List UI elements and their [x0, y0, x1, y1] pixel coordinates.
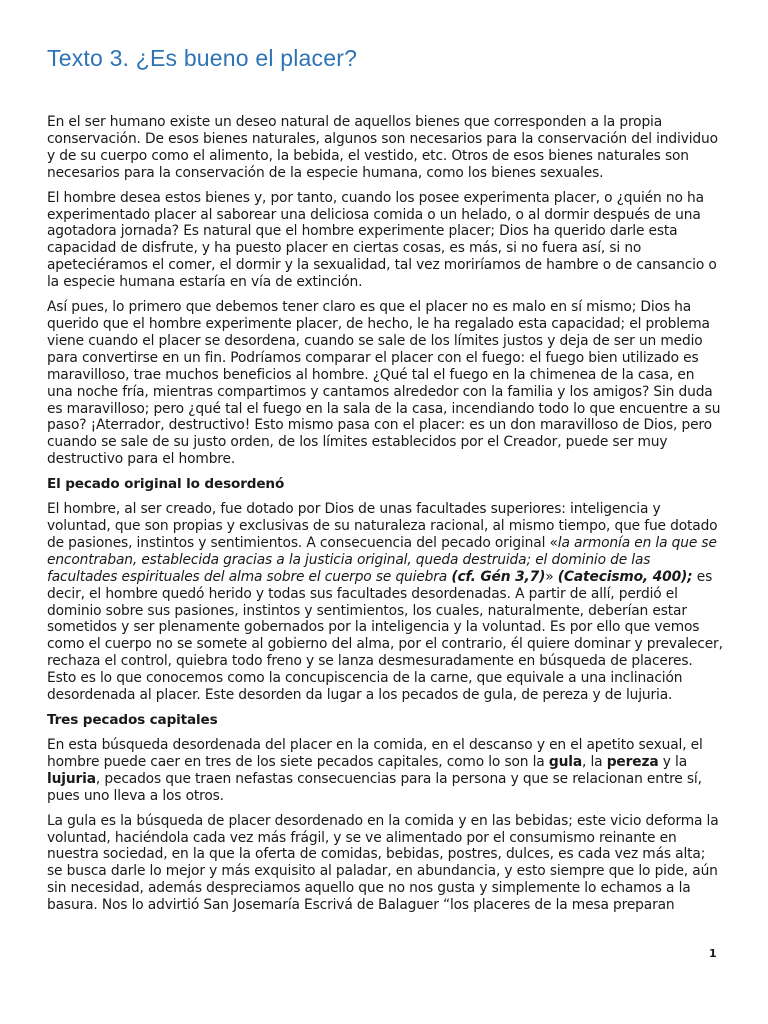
paragraph-5	[47, 737, 723, 805]
catechism-citation: (Catecismo, 400);	[557, 568, 693, 585]
paragraph-6: La gula es la búsqueda de placer desordenado en la comida y en las bebidas; este vicio deforma la voluntad, haciéndola cada vez más frágil, y se ve alimentado por el consumismo reinante en nuestra sociedad, en la que la oferta de comidas, bebidas, postres, dulces, es cada vez más alta; se busca darle lo mejor y más exquisito al paladar, en abundancia, y esto siempre que lo pide, aún sin necesidad, además despreciamos aquello que no nos gusta y simplemente lo echamos a la basura. Nos lo advirtió San Josemaría Escrivá de Balaguer “los placeres de la mesa preparan	[47, 812, 719, 914]
genesis-citation: (cf. Gén 3,7)	[451, 568, 546, 585]
paragraph-5-text-b: , pecados que traen nefastas consecuencias para la persona y que se relacionan entre sí, pues uno lleva a los otros.	[47, 770, 702, 804]
document-body	[47, 114, 723, 922]
paragraph-5-text-a: En esta búsqueda desordenada del placer en la comida, en el descanso y en el apetito sexual, el hombre puede caer en tres de los siete pecados capitales, como lo son la	[47, 737, 703, 770]
term-gula: gula	[548, 753, 582, 770]
paragraph-5-sep-1: , la	[581, 753, 607, 770]
paragraph-2: El hombre desea estos bienes y, por tanto, cuando los posee experimenta placer, o ¿quién no ha experimentado placer al saborear una deliciosa comida o un helado, o al dormir después de una agotadora jornada? Es natural que el hombre experimente placer; Dios ha querido darle esta capacidad de disfrute, y ha puesto placer en ciertas cosas, es más, si no fuera así, si no apeteciéramos el comer, el dormir y la sexualidad, tal vez moriríamos de hambre o de cansancio o la especie humana estaría en vía de extinción.	[47, 189, 717, 291]
page-number: 1	[709, 947, 717, 960]
paragraph-3: Así pues, lo primero que debemos tener claro es que el placer no es malo en sí mismo; Dios ha querido que el hombre experimente placer, de hecho, le ha regalado esta capacidad; el problema viene cuando el placer se desordena, cuando se sale de los límites justos y deja de ser un medio para convertirse en un fin. Podríamos comparar el placer con el fuego: el fuego bien utilizado es maravilloso, trae muchos beneficios al hombre. ¿Qué tal el fuego en la chimenea de la casa, en una noche fría, mientras compartimos y cantamos alrededor con la familia y los amigos? Sin duda es maravilloso; pero ¿qué tal el fuego en la sala de la casa, incendiando todo lo que encuentre a su paso? ¡Aterrador, destructivo! Esto mismo pasa con el placer: es un don maravilloso de Dios, pero cuando se sale de su justo orden, de los límites establecidos por el Creador, puede ser muy destructivo para el hombre.	[47, 299, 721, 468]
document-title: Texto 3. ¿Es bueno el placer?	[47, 45, 358, 71]
paragraph-5-sep-2: y la	[658, 753, 688, 770]
quote-close: »	[545, 568, 558, 585]
section-heading-pecados-capitales: Tres pecados capitales	[47, 712, 218, 728]
paragraph-1: En el ser humano existe un deseo natural de aquellos bienes que corresponden a la propia conservación. De esos bienes naturales, algunos son necesarios para la conservación del individuo y de su cuerpo como el alimento, la bebida, el vestido, etc. Otros de esos bienes naturales son necesarios para la conservación de la especie humana, como los bienes sexuales.	[47, 114, 718, 181]
section-heading-pecado-original: El pecado original lo desordenó	[47, 476, 285, 493]
term-lujuria: lujuria	[47, 770, 96, 787]
term-pereza: pereza	[606, 753, 659, 770]
paragraph-4	[47, 501, 723, 704]
paragraph-4-text-b: es decir, el hombre quedó herido y todas sus facultades desordenadas. A partir de allí, perdió el dominio sobre sus pasiones, instintos y sentimientos, los cuales, naturalmente, deberían estar sometidos y ser plenamente gobernados por la inteligencia y la voluntad. Es por ello que vemos como el cuerpo no se somete al gobierno del alma, por el contrario, él quiere dominar y prevalecer, rechaza el control, quiebra todo freno y se lanza desmesuradamente en búsqueda de placeres. Esto es lo que conocemos como la concupiscencia de la carne, que equivale a una inclinación desordenada al placer. Este desorden da lugar a los pecados de gula, de pereza y de lujuria.	[47, 568, 723, 704]
catechism-quote: la armonía en la que se encontraban, establecida gracias a la justicia original, queda destruida; el dominio de las facultades espirituales del alma sobre el cuerpo se quiebra	[47, 534, 717, 585]
paragraph-4-text-a: El hombre, al ser creado, fue dotado por Dios de unas facultades superiores: inteligencia y voluntad, que son propias y exclusivas de su naturaleza racional, al mismo tiempo, que fue dotado de pasiones, instintos y sentimientos. A consecuencia del pecado original «	[47, 501, 718, 551]
